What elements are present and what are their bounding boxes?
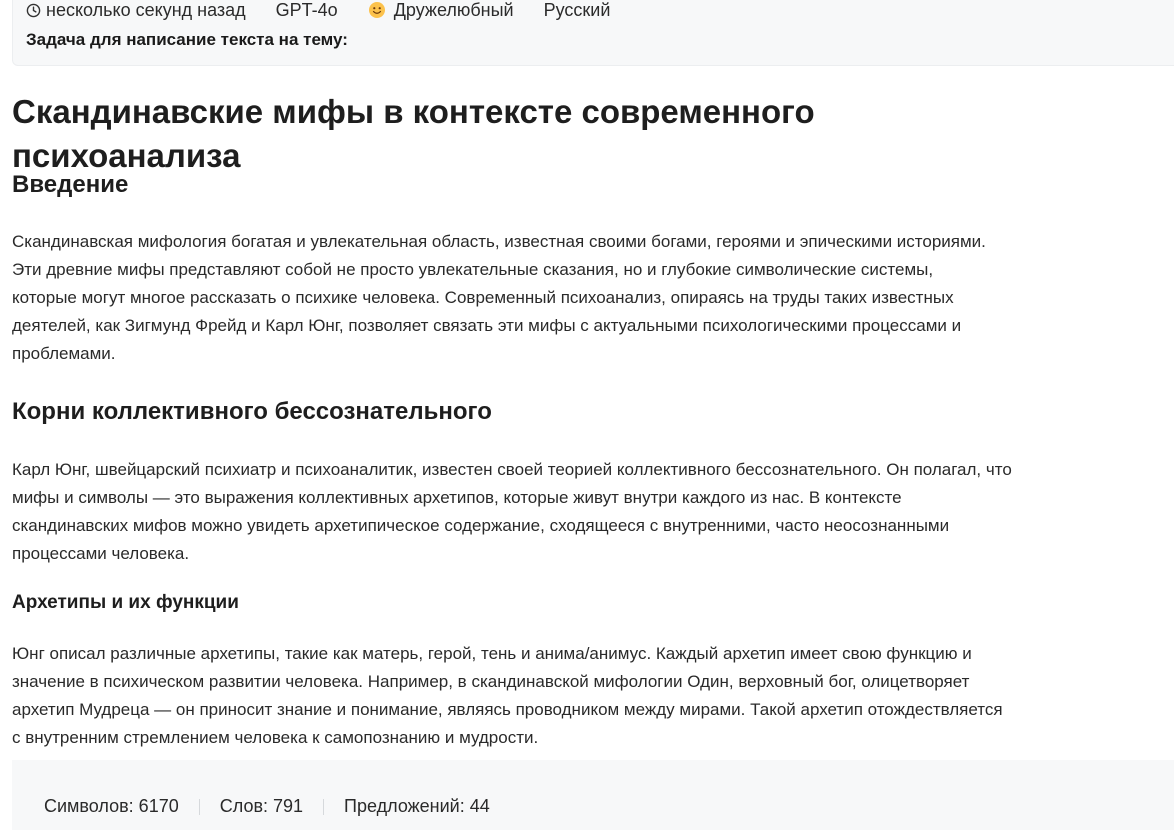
meta-language-label: Русский [543, 0, 611, 20]
section-heading-collective: Корни коллективного бессознательного [12, 398, 492, 425]
meta-model [276, 0, 338, 21]
section-heading-intro: Введение [12, 171, 129, 198]
meta-time [26, 0, 246, 21]
section-heading-archetypes: Архетипы и их функции [12, 592, 239, 613]
meta-tone [368, 0, 514, 21]
stats-row [44, 796, 490, 817]
meta-language [544, 0, 611, 21]
section-paragraph-archetypes: Юнг описал различные архетипы, такие как матерь, герой, тень и анима/анимус. Каждый архетип имеет свою функцию и значение в психическом развитии человека. Например, в скандинавской мифологии Один, верховный бог, олицетворяет архетип Мудреца — он приносит знание и понимание, являясь проводником между мирами. Такой архетип отождествляется с внутренним стремлением человека к самопознанию и мудрости. [12, 644, 1003, 747]
article-title: Скандинавские мифы в контексте современного психоанализа [12, 93, 815, 174]
section-paragraph-collective: Карл Юнг, швейцарский психиатр и психоаналитик, известен своей теорией коллективного бессознательного. Он полагал, что мифы и символы — это выражения коллективных архетипов, которые живут внутри каждого из нас. В контексте скандинавских мифов можно увидеть архетипическое содержание, сходящееся с внутренними, часто неосознанными процессами человека. [12, 460, 1012, 563]
meta-time-label: несколько секунд назад [46, 0, 246, 20]
stats-divider [199, 799, 200, 815]
stats-divider [323, 799, 324, 815]
stats-bar [12, 760, 1174, 830]
task-label: Задача для написание текста на тему: [26, 30, 348, 49]
meta-tone-label: Дружелюбный [393, 0, 514, 20]
smile-icon [368, 1, 386, 19]
clock-icon [26, 3, 41, 18]
meta-model-label: GPT-4o [275, 0, 338, 20]
section-paragraph-intro: Скандинавская мифология богатая и увлекательная область, известная своими богами, героями и эпическими историями. Эти древние мифы представляют собой не просто увлекательные сказания, но и глубокие символические системы, которые могут многое рассказать о психике человека. Современный психоанализ, опираясь на труды таких известных деятелей, как Зигмунд Фрейд и Карл Юнг, позволяет связать эти мифы с актуальными психологическими процессами и проблемами. [12, 232, 986, 363]
meta-row [26, 0, 640, 20]
stat-sentences: Предложений: 44 [344, 796, 490, 816]
stat-words: Слов: 791 [219, 796, 304, 816]
stat-chars: Символов: 6170 [44, 796, 179, 816]
